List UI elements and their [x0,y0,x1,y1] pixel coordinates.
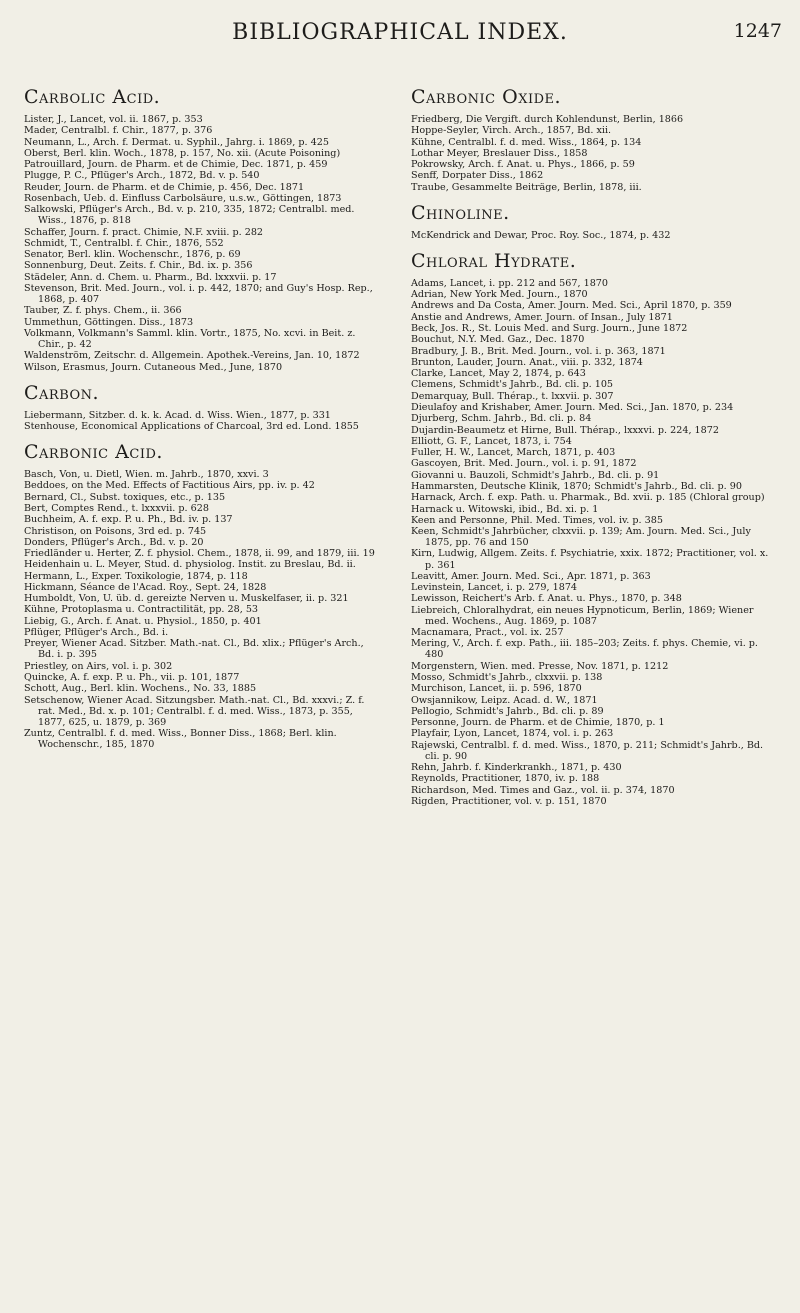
section-carbonic-oxide [411,84,779,193]
bibliography-entry: Kühne, Centralbl. f. d. med. Wiss., 1864, p. 134 [411,136,642,148]
bibliography-entry: Friedländer u. Herter, Z. f. physiol. Chem., 1878, ii. 99, and 1879, iii. 19 [24,548,375,560]
bibliography-entry: Playfair, Lyon, Lancet, 1874, vol. i. p. 263 [411,728,614,740]
bibliography-entry: Dieulafoy and Krishaber, Amer. Journ. Med. Sci., Jan. 1870, p. 234 [411,401,734,413]
bibliography-entry: Reynolds, Practitioner, 1870, iv. p. 188 [411,773,600,785]
section-heading: Carbolic Acid. [24,86,161,108]
bibliography-entry: Senator, Berl. klin. Wochenschr., 1876, p. 69 [24,249,241,261]
bibliography-entry: Pflüger, Pflüger's Arch., Bd. i. [24,627,169,639]
bibliography-entry: Salkowski, Pflüger's Arch., Bd. v. p. 210, 335, 1872; Centralbl. med. Wiss., 1876, p. 818 [24,204,355,227]
bibliography-entry: Liebermann, Sitzber. d. k. k. Acad. d. Wiss. Wien., 1877, p. 331 [24,409,331,421]
bibliography-entry: Ummethun, Göttingen. Diss., 1873 [24,316,194,328]
section-chloral-hydrate [411,248,779,807]
bibliography-entry: Bert, Comptes Rend., t. lxxxvii. p. 628 [24,502,209,514]
bibliography-entry: Liebig, G., Arch. f. Anat. u. Physiol., 1850, p. 401 [24,615,262,627]
bibliography-entry: Städeler, Ann. d. Chem. u. Pharm., Bd. lxxxvii. p. 17 [24,271,277,283]
bibliography-entry: Neumann, L., Arch. f. Dermat. u. Syphil., Jahrg. i. 1869, p. 425 [24,136,329,148]
bibliography-entry: Clemens, Schmidt's Jahrb., Bd. cli. p. 105 [411,379,614,391]
bibliography-entry: Clarke, Lancet, May 2, 1874, p. 643 [411,368,586,380]
bibliography-entry: Lothar Meyer, Breslauer Diss., 1858 [411,147,588,159]
bibliography-entry: Gascoyen, Brit. Med. Journ., vol. i. p. 91, 1872 [411,458,637,470]
bibliography-entry: Schmidt, T., Centralbl. f. Chir., 1876, 552 [24,237,224,249]
bibliography-entry: Zuntz, Centralbl. f. d. med. Wiss., Bonner Diss., 1868; Berl. klin. Wochenschr., 185, 1870 [24,728,337,751]
bibliography-entry: Hammarsten, Deutsche Klinik, 1870; Schmidt's Jahrb., Bd. cli. p. 90 [411,480,742,492]
bibliography-entry: Bernard, Cl., Subst. toxiques, etc., p. 135 [24,491,226,503]
bibliography-entry: Hoppe-Seyler, Virch. Arch., 1857, Bd. xii. [411,125,612,137]
bibliography-entry: Heidenhain u. L. Meyer, Stud. d. physiolog. Instit. zu Breslau, Bd. ii. [24,559,356,571]
bibliography-entry: Anstie and Andrews, Amer. Journ. of Insan., July 1871 [411,311,673,323]
entry-list [24,114,379,373]
bibliography-entry: Hermann, L., Exper. Toxikologie, 1874, p. 118 [24,570,248,582]
bibliography-entry: Pellogio, Schmidt's Jahrb., Bd. cli. p. 89 [411,705,604,717]
bibliography-entry: Rosenbach, Ueb. d. Einfluss Carbolsäure, u.s.w., Göttingen, 1873 [24,192,342,204]
entry-list [24,410,379,432]
bibliography-entry: Dujardin-Beaumetz et Hirne, Bull. Thérap., lxxxvi. p. 224, 1872 [411,424,719,436]
bibliography-entry: Sonnenburg, Deut. Zeits. f. Chir., Bd. ix. p. 356 [24,260,253,272]
bibliography-entry: Bouchut, N.Y. Med. Gaz., Dec. 1870 [411,334,585,346]
bibliography-entry: Keen, Schmidt's Jahrbücher, clxxvii. p. 139; Am. Journ. Med. Sci., July 1875, pp. 76 and 150 [411,526,751,549]
bibliography-entry: Bradbury, J. B., Brit. Med. Journ., vol. i. p. 363, 1871 [411,345,666,357]
bibliography-entry: Adams, Lancet, i. pp. 212 and 567, 1870 [411,277,609,289]
bibliography-entry: Djurberg, Schm. Jahrb., Bd. cli. p. 84 [411,413,592,425]
section-chinoline [411,200,779,241]
bibliography-entry: Morgenstern, Wien. med. Presse, Nov. 1871, p. 1212 [411,660,669,672]
bibliography-entry: Demarquay, Bull. Thérap., t. lxxvii. p. 307 [411,390,614,402]
bibliography-entry: Tauber, Z. f. phys. Chem., ii. 366 [24,305,182,317]
bibliography-entry: Traube, Gesammelte Beiträge, Berlin, 1878, iii. [411,181,642,193]
bibliography-entry: Donders, Pflüger's Arch., Bd. v. p. 20 [24,536,204,548]
bibliography-entry: Hickmann, Séance de l'Acad. Roy., Sept. 24, 1828 [24,581,267,593]
bibliography-entry: McKendrick and Dewar, Proc. Roy. Soc., 1874, p. 432 [411,229,671,241]
page-number: 1247 [733,20,782,42]
bibliography-entry: Patrouillard, Journ. de Pharm. et de Chimie, Dec. 1871, p. 459 [24,159,328,171]
bibliography-entry: Kühne, Protoplasma u. Contractilität, pp. 28, 53 [24,604,259,616]
entry-list [411,230,779,241]
page-header [0,0,800,80]
bibliography-entry: Levinstein, Lancet, i. p. 279, 1874 [411,582,578,594]
bibliography-entry: Buchheim, A. f. exp. P. u. Ph., Bd. iv. p. 137 [24,514,233,526]
right-column [411,78,779,814]
bibliography-entry: Mering, V., Arch. f. exp. Path., iii. 185–203; Zeits. f. phys. Chemie, vi. p. 480 [411,638,758,661]
bibliography-entry: Christison, on Poisons, 3rd ed. p. 745 [24,525,207,537]
section-carbon [24,380,379,432]
bibliography-entry: Giovanni u. Bauzoli, Schmidt's Jahrb., Bd. cli. p. 91 [411,469,660,481]
bibliography-entry: Pokrowsky, Arch. f. Anat. u. Phys., 1866, p. 59 [411,159,635,171]
bibliography-entry: Senff, Dorpater Diss., 1862 [411,170,544,182]
bibliography-entry: Liebreich, Chloralhydrat, ein neues Hypnoticum, Berlin, 1869; Wiener med. Wochens., Aug. 1869, p. 1087 [411,604,754,627]
bibliography-entry: Mosso, Schmidt's Jahrb., clxxvii. p. 138 [411,671,603,683]
section-heading: Chinoline. [411,201,510,224]
bibliography-entry: Fuller, H. W., Lancet, March, 1871, p. 403 [411,447,616,459]
bibliography-entry: Setschenow, Wiener Acad. Sitzungsber. Math.-nat. Cl., Bd. xxxvi.; Z. f. rat. Med., Bd. x. p. 101; Centralbl. f. d. med. Wiss., 1873, p. 355, 1877, 625, u. 1879, p. 369 [24,694,365,728]
bibliography-entry: Rigden, Practitioner, vol. v. p. 151, 1870 [411,795,607,807]
bibliography-entry: Friedberg, Die Vergift. durch Kohlendunst, Berlin, 1866 [411,114,684,125]
bibliography-entry: Rajewski, Centralbl. f. d. med. Wiss., 1870, p. 211; Schmidt's Jahrb., Bd. cli. p. 90 [411,739,764,762]
bibliography-entry: Lister, J., Lancet, vol. ii. 1867, p. 353 [24,114,203,125]
bibliography-entry: Basch, Von, u. Dietl, Wien. m. Jahrb., 1870, xxvi. 3 [24,469,269,481]
bibliography-entry: Schaffer, Journ. f. pract. Chimie, N.F. xviii. p. 282 [24,226,264,238]
section-carbonic-acid [24,439,379,750]
bibliography-entry: Reuder, Journ. de Pharm. et de Chimie, p. 456, Dec. 1871 [24,181,305,193]
bibliography-entry: Beck, Jos. R., St. Louis Med. and Surg. Journ., June 1872 [411,323,688,334]
bibliography-entry: Harnack u. Witowski, ibid., Bd. xi. p. 1 [411,503,599,515]
bibliography-entry: Oberst, Berl. klin. Woch., 1878, p. 157, No. xii. (Acute Poisoning) [24,147,341,159]
entry-list [411,278,779,807]
bibliography-entry: Waldenström, Zeitschr. d. Allgemein. Apothek.-Vereins, Jan. 10, 1872 [24,350,360,362]
bibliography-entry: Owsjannikow, Leipz. Acad. d. W., 1871 [411,694,598,706]
bibliography-entry: Mader, Centralbl. f. Chir., 1877, p. 376 [24,125,213,137]
section-heading: Carbon. [24,381,100,404]
bibliography-entry: Keen and Personne, Phil. Med. Times, vol. iv. p. 385 [411,514,663,526]
bibliography-entry: Priestley, on Airs, vol. i. p. 302 [24,660,173,672]
bibliography-entry: Preyer, Wiener Acad. Sitzber. Math.-nat. Cl., Bd. xlix.; Pflüger's Arch., Bd. i. p. 395 [24,638,364,661]
bibliography-entry: Harnack, Arch. f. exp. Path. u. Pharmak., Bd. xvii. p. 185 (Chloral group) [411,492,765,504]
bibliography-entry: Andrews and Da Costa, Amer. Journ. Med. Sci., April 1870, p. 359 [411,300,732,312]
page-title: BIBLIOGRAPHICAL INDEX. [232,20,568,45]
section-heading: Carbonic Oxide. [411,86,562,108]
bibliography-entry: Schott, Aug., Berl. klin. Wochens., No. 33, 1885 [24,683,257,695]
bibliography-entry: Volkmann, Volkmann's Samml. klin. Vortr., 1875, No. xcvi. in Beit. z. Chir., p. 42 [24,327,356,351]
bibliography-entry: Richardson, Med. Times and Gaz., vol. ii. p. 374, 1870 [411,784,675,796]
section-carbolic-acid [24,84,379,373]
entry-list [24,469,379,750]
bibliography-entry: Beddoes, on the Med. Effects of Factitious Airs, pp. iv. p. 42 [24,480,315,492]
bibliography-entry: Plugge, P. C., Pflüger's Arch., 1872, Bd. v. p. 540 [24,170,260,182]
left-column [24,78,379,757]
bibliography-entry: Adrian, New York Med. Journ., 1870 [411,289,588,301]
bibliography-entry: Brunton, Lauder, Journ. Anat., viii. p. 332, 1874 [411,356,643,368]
bibliography-entry: Kirn, Ludwig, Allgem. Zeits. f. Psychiatrie, xxix. 1872; Practitioner, vol. x. p. 361 [411,548,769,571]
bibliography-entry: Humboldt, Von, U. üb. d. gereizte Nerven u. Muskelfaser, ii. p. 321 [24,593,349,605]
section-heading: Chloral Hydrate. [411,249,577,272]
bibliography-entry: Rehn, Jahrb. f. Kinderkrankh., 1871, p. 430 [411,762,622,774]
bibliography-entry: Stenhouse, Economical Applications of Charcoal, 3rd ed. Lond. 1855 [24,421,359,432]
bibliography-entry: Lewisson, Reichert's Arb. f. Anat. u. Phys., 1870, p. 348 [411,593,682,605]
entry-list [411,114,779,193]
bibliography-entry: Leavitt, Amer. Journ. Med. Sci., Apr. 1871, p. 363 [411,570,651,582]
bibliography-entry: Elliott, G. F., Lancet, 1873, i. 754 [411,435,572,447]
bibliography-entry: Stevenson, Brit. Med. Journ., vol. i. p. 442, 1870; and Guy's Hosp. Rep., 1868, p. 407 [24,283,373,306]
bibliography-entry: Quincke, A. f. exp. P. u. Ph., vii. p. 101, 1877 [24,671,240,683]
section-heading: Carbonic Acid. [24,441,163,464]
bibliography-entry: Personne, Journ. de Pharm. et de Chimie, 1870, p. 1 [411,717,665,729]
bibliography-entry: Wilson, Erasmus, Journ. Cutaneous Med., June, 1870 [24,361,283,373]
bibliography-entry: Macnamara, Pract., vol. ix. 257 [411,627,564,639]
bibliography-entry: Murchison, Lancet, ii. p. 596, 1870 [411,683,582,695]
